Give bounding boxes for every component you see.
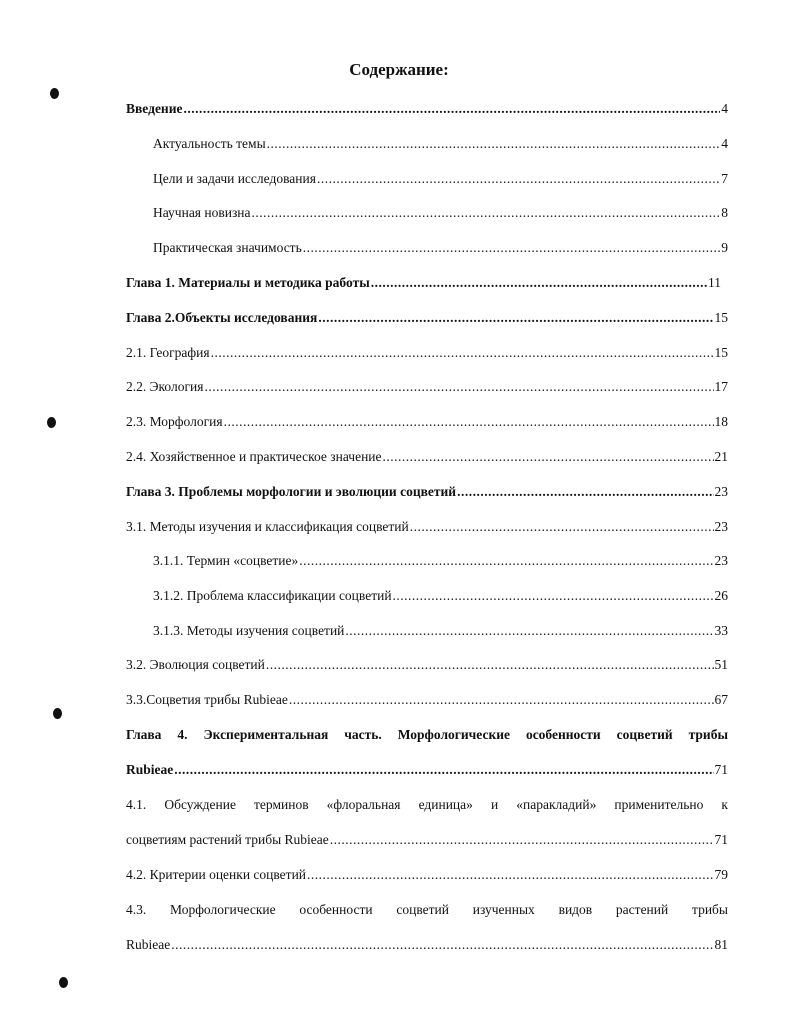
toc-entry-page: 8 <box>721 205 728 220</box>
toc-entry[interactable] <box>153 170 728 188</box>
binder-hole-mark <box>50 88 59 99</box>
toc-entry-page: 51 <box>714 657 728 672</box>
dot-leader <box>171 936 713 954</box>
dot-leader <box>345 622 713 640</box>
toc-entry-text: 2.4. Хозяйственное и практическое значение <box>126 449 382 464</box>
toc-entry[interactable] <box>126 448 728 466</box>
dot-leader <box>318 309 713 327</box>
toc-entry[interactable] <box>153 587 728 605</box>
toc-entry-page: 71 <box>714 762 728 777</box>
dot-leader <box>410 518 714 536</box>
toc-entry-text: 3.1. Методы изучения и классификация соцветий <box>126 519 409 534</box>
dot-leader <box>289 691 714 709</box>
toc-entry-page: 23 <box>714 484 728 499</box>
dot-leader <box>266 656 714 674</box>
toc-entry[interactable] <box>126 100 728 118</box>
dot-leader <box>299 552 713 570</box>
toc-entry-text: Глава 2.Объекты исследования <box>126 310 318 325</box>
toc-entry[interactable] <box>126 761 728 779</box>
toc-entry[interactable] <box>126 518 728 536</box>
toc-entry-text: Введение <box>126 101 183 116</box>
toc-entry-page: 71 <box>714 832 728 847</box>
toc-entry-page: 9 <box>721 240 728 255</box>
toc-entry-page: 17 <box>714 379 728 394</box>
dot-leader <box>307 866 713 884</box>
toc-entry-text: 4.2. Критерии оценки соцветий <box>126 867 307 882</box>
toc-entry[interactable] <box>126 413 728 431</box>
toc-entry-line1[interactable]: Глава 4. Экспериментальная часть. Морфологические особенности соцветий трибы <box>126 727 728 742</box>
dot-leader <box>204 378 713 396</box>
toc-entry-line1[interactable]: 4.3. Морфологические особенности соцветий изученных видов растений трибы <box>126 902 728 917</box>
toc-entry-text: Глава 3. Проблемы морфологии и эволюции соцветий <box>126 484 457 499</box>
dot-leader <box>303 239 721 257</box>
toc-entry[interactable] <box>126 344 728 362</box>
toc-entry-page: 33 <box>714 623 728 638</box>
toc-entry-page: 26 <box>714 588 728 603</box>
toc-entry-page: 67 <box>714 692 728 707</box>
toc-entry-page: 23 <box>714 553 728 568</box>
toc-entry-text: Актуальность темы <box>153 136 266 151</box>
toc-entry[interactable] <box>126 656 728 674</box>
toc-entry-page: 23 <box>714 519 728 534</box>
binder-hole-mark <box>53 708 62 719</box>
toc-entry[interactable] <box>126 309 728 327</box>
page-title: Содержание: <box>349 60 449 79</box>
toc-entry-text: 3.1.2. Проблема классификации соцветий <box>153 588 392 603</box>
toc-entry-page: 21 <box>714 449 728 464</box>
dot-leader <box>393 587 714 605</box>
dot-leader <box>371 274 707 292</box>
dot-leader <box>183 100 720 118</box>
toc-entry-text: Rubieae <box>126 937 171 952</box>
toc-entry-text: 2.3. Морфология <box>126 414 223 429</box>
toc-entry[interactable] <box>153 239 728 257</box>
toc-entry-text: 3.1.1. Термин «соцветие» <box>153 553 299 568</box>
dot-leader <box>252 204 721 222</box>
toc-entry-text: Глава 1. Материалы и методика работы <box>126 275 370 290</box>
dot-leader <box>317 170 720 188</box>
dot-leader <box>224 413 714 431</box>
toc-entry-text: 3.2. Эволюция соцветий <box>126 657 265 672</box>
toc-entry[interactable] <box>126 378 728 396</box>
dot-leader <box>457 483 713 501</box>
toc-entry-page: 7 <box>721 171 728 186</box>
toc-entry-text: 3.1.3. Методы изучения соцветий <box>153 623 345 638</box>
toc-entry[interactable] <box>126 936 728 954</box>
dot-leader <box>330 831 714 849</box>
binder-hole-mark <box>59 977 68 988</box>
toc-entry-page: 11 <box>708 275 721 290</box>
toc-entry-page: 81 <box>714 937 728 952</box>
binder-hole-mark <box>47 417 56 428</box>
toc-entry-text: 3.3.Соцветия трибы Rubieae <box>126 692 288 707</box>
toc-entry-page: 18 <box>714 414 728 429</box>
dot-leader <box>383 448 714 466</box>
toc-entry-text: Практическая значимость <box>153 240 302 255</box>
toc-entry-text: соцветиям растений трибы Rubieae <box>126 832 329 847</box>
toc-entry-page: 15 <box>714 345 728 360</box>
toc-entry[interactable] <box>126 691 728 709</box>
toc-entry-text: 2.2. Экология <box>126 379 204 394</box>
toc-entry-text: 2.1. География <box>126 345 210 360</box>
dot-leader <box>211 344 714 362</box>
dot-leader <box>267 135 721 153</box>
toc-entry[interactable] <box>126 274 721 292</box>
toc-entry[interactable] <box>153 622 728 640</box>
toc-entry[interactable] <box>153 204 728 222</box>
toc-entry-text: Rubieae <box>126 762 174 777</box>
toc-entry-text: Цели и задачи исследования <box>153 171 316 186</box>
toc-entry-text: Научная новизна <box>153 205 251 220</box>
toc-entry[interactable] <box>153 135 728 153</box>
dot-leader <box>174 761 713 779</box>
toc-entry[interactable] <box>126 866 728 884</box>
toc-entry-line1[interactable]: 4.1. Обсуждение терминов «флоральная единица» и «паракладий» применительно к <box>126 797 728 812</box>
toc-entry-page: 15 <box>714 310 728 325</box>
toc-entry-page: 79 <box>714 867 728 882</box>
toc-entry-page: 4 <box>721 136 728 151</box>
toc-entry[interactable] <box>126 483 728 501</box>
toc-entry[interactable] <box>153 552 728 570</box>
toc-entry[interactable] <box>126 831 728 849</box>
toc-entry-page: 4 <box>721 101 728 116</box>
